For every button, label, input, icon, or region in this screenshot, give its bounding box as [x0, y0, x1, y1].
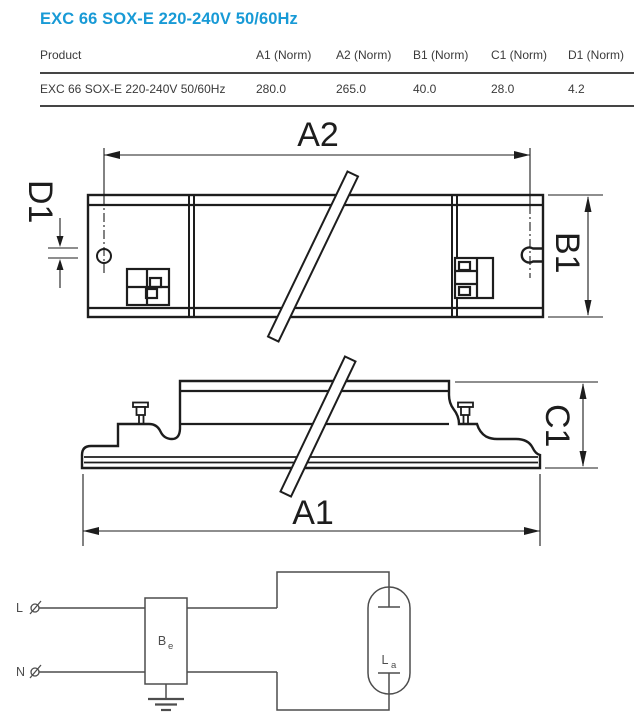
live-label: L [16, 601, 23, 615]
wiring-diagram [16, 572, 410, 710]
page-title: EXC 66 SOX-E 220-240V 50/60Hz [40, 10, 298, 28]
dimension-a2 [104, 116, 530, 159]
col-header-c1: C1 (Norm) [491, 42, 568, 73]
terminal-block-right [455, 258, 493, 298]
arrowhead-up [580, 383, 587, 399]
arrowhead-right [524, 527, 540, 535]
arrowhead-down [580, 451, 587, 467]
cell-a2: 265.0 [336, 73, 413, 106]
lamp-symbol-subscript: a [391, 660, 397, 671]
dimension-b1 [548, 195, 603, 317]
arrowhead-left [83, 527, 99, 535]
ballast-symbol-label: B [157, 634, 167, 648]
col-header-a2: A2 (Norm) [336, 42, 413, 73]
dimension-a1 [83, 474, 540, 546]
side-view [82, 357, 598, 547]
dimension-label-a2: A2 [297, 116, 339, 154]
col-header-product: Product [40, 42, 256, 73]
dimension-label-b1: B1 [548, 232, 586, 274]
col-header-b1: B1 (Norm) [413, 42, 491, 73]
cell-d1: 4.2 [568, 73, 634, 106]
cell-product-name: EXC 66 SOX-E 220-240V 50/60Hz [40, 73, 256, 106]
arrowhead-up [585, 196, 592, 212]
top-view [21, 116, 603, 342]
neutral-label: N [16, 665, 26, 679]
mounting-clip-left [133, 403, 148, 424]
arrowhead-down [57, 236, 64, 247]
arrowhead-right [514, 151, 530, 159]
cell-c1: 28.0 [491, 73, 568, 106]
arrowhead-left [104, 151, 120, 159]
dimension-label-d1: D1 [21, 180, 59, 224]
lamp-symbol-label: L [381, 653, 389, 667]
cell-b1: 40.0 [413, 73, 491, 106]
dimension-label-a1: A1 [292, 494, 334, 532]
arrowhead-down [585, 300, 592, 316]
col-header-a1: A1 (Norm) [256, 42, 336, 73]
terminal-block-left [127, 269, 169, 305]
mounting-clip-right [458, 403, 473, 424]
ballast-symbol-subscript: e [168, 641, 174, 652]
dimension-label-c1: C1 [538, 404, 576, 448]
cell-a1: 280.0 [256, 73, 336, 106]
ground-symbol [148, 684, 184, 710]
col-header-d1: D1 (Norm) [568, 42, 634, 73]
dimension-d1 [21, 180, 78, 288]
